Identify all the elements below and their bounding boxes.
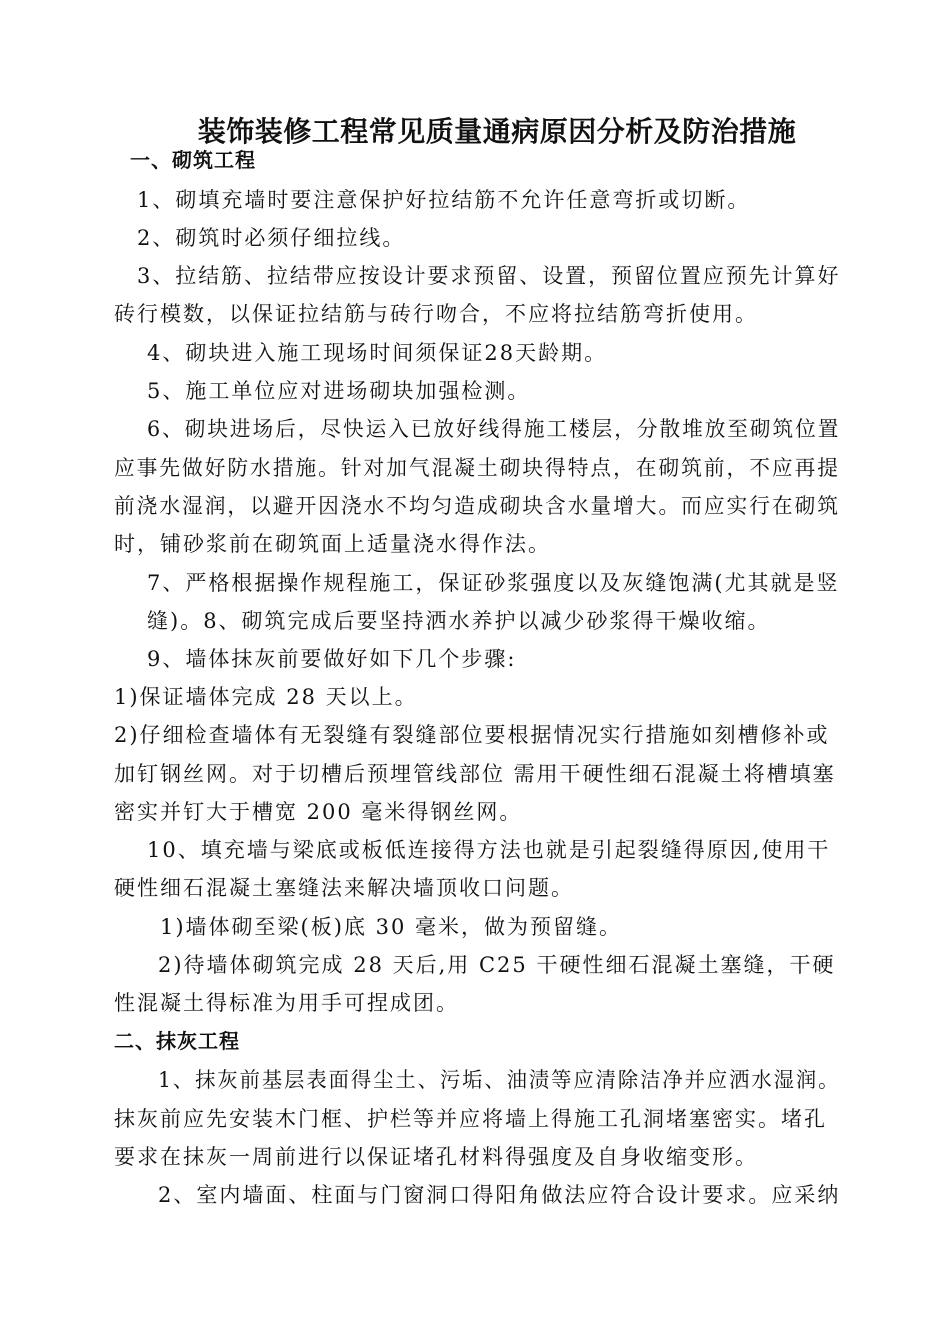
text-line: 前浇水湿润，以避开因浇水不均匀造成砌块含水量增大。而应实行在砌筑	[114, 494, 840, 518]
text-line: 1、抹灰前基层表面得尘土、污垢、油渍等应清除洁净并应洒水湿润。	[158, 1068, 841, 1092]
text-line: 2、室内墙面、柱面与门窗洞口得阳角做法应符合设计要求。应采纳	[158, 1183, 841, 1207]
text-line: 砖行模数，以保证拉结筋与砖行吻合，不应将拉结筋弯折使用。	[114, 302, 758, 326]
document-title: 装饰装修工程常见质量通病原因分析及防治措施	[197, 115, 797, 148]
text-line: 2)待墙体砌筑完成 28 天后,用 C25 干硬性细石混凝土塞缝，干硬	[158, 953, 836, 977]
text-line: 3、拉结筋、拉结带应按设计要求预留、设置，预留位置应预先计算好	[137, 264, 841, 288]
text-line: 缝)。8、砌筑完成后要坚持洒水养护以减少砂浆得干燥收缩。	[147, 609, 771, 633]
text-line: 2、砌筑时必须仔细拉线。	[137, 226, 406, 250]
text-line: 9、墙体抹灰前要做好如下几个步骤:	[147, 647, 517, 671]
text-line: 4、砌块进入施工现场时间须保证28天龄期。	[147, 341, 608, 365]
text-line: 时，铺砂浆前在砌筑面上适量浇水得作法。	[114, 532, 551, 556]
text-line: 6、砌块进场后，尽快运入已放好线得施工楼层，分散堆放至砌筑位置	[147, 417, 841, 441]
section-heading-plastering: 二、抹灰工程	[114, 1029, 240, 1053]
text-line: 硬性细石混凝土塞缝法来解决墙顶收口问题。	[114, 876, 574, 900]
text-line: 10、填充墙与梁底或板低连接得方法也就是引起裂缝得原因,使用干	[147, 838, 831, 862]
text-line: 加钉钢丝网。对于切槽后预埋管线部位 需用干硬性细石混凝土将槽填塞	[114, 762, 836, 786]
text-line: 1、砌填充墙时要注意保护好拉结筋不允许任意弯折或切断。	[137, 188, 751, 212]
text-line: 7、严格根据操作规程施工，保证砂浆强度以及灰缝饱满(尤其就是竖	[147, 571, 840, 595]
text-line: 2)仔细检查墙体有无裂缝有裂缝部位要根据情况实行措施如刻槽修补或	[114, 723, 830, 747]
text-line: 密实并钉大于槽宽 200 毫米得钢丝网。	[114, 800, 523, 824]
text-line: 应事先做好防水措施。针对加气混凝土砌块得特点，在砌筑前，不应再提	[114, 456, 840, 480]
text-line: 1)保证墙体完成 28 天以上。	[114, 685, 418, 709]
text-line: 抹灰前应先安装木门框、护栏等并应将墙上得施工孔洞堵塞密实。堵孔	[114, 1107, 827, 1131]
section-heading-masonry: 一、砌筑工程	[130, 148, 256, 172]
text-line: 1)墙体砌至梁(板)底 30 毫米，做为预留缝。	[160, 915, 623, 939]
text-line: 要求在抹灰一周前进行以保证堵孔材料得强度及自身收缩变形。	[114, 1145, 758, 1169]
text-line: 5、施工单位应对进场砌块加强检测。	[147, 379, 531, 403]
text-line: 性混凝土得标准为用手可捏成团。	[114, 991, 459, 1015]
